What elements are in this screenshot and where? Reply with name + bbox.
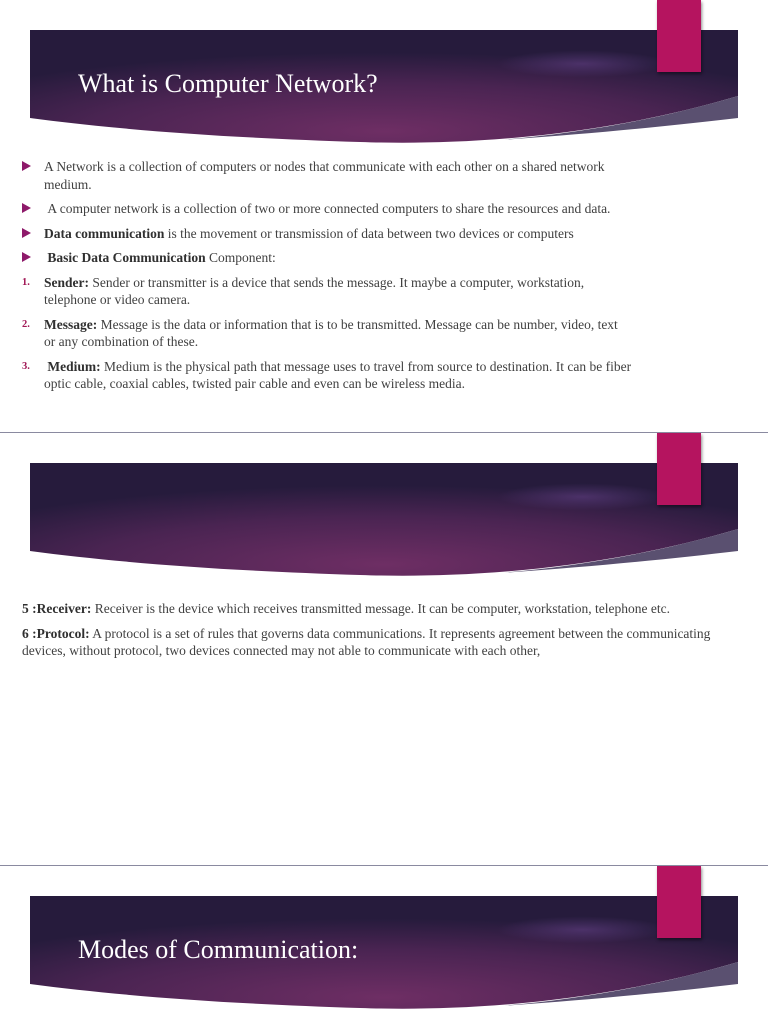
numbered-item [22, 274, 632, 309]
bullet-text: Component: [205, 250, 276, 265]
item-bold: Medium: [47, 358, 101, 374]
title-banner [30, 463, 738, 577]
slide-title: Modes of Communication: [78, 935, 359, 964]
slide-1 [0, 0, 768, 432]
bullet-item [22, 249, 632, 267]
item-text: Medium is the physical path that message uses to travel from source to destination. It can be fiber optic cable, coaxial cables, twisted pair cable and even can be wireless media. [44, 358, 632, 391]
accent-tab [657, 433, 701, 505]
bullet-arrow-icon [22, 228, 31, 238]
bullet-item [22, 158, 632, 193]
slide-2 [0, 433, 768, 865]
accent-tab [657, 866, 701, 938]
bullet-text: A Network is a collection of computers or nodes that communicate with each other on a shared network medium. [44, 159, 605, 192]
paragraph-bold: 6 :Protocol: [22, 625, 90, 641]
paragraph-bold: 5 :Receiver: [22, 601, 92, 616]
numbered-item [22, 358, 632, 393]
numbered-item [22, 316, 632, 351]
banner-shape [30, 463, 738, 577]
slide-title: What is Computer Network? [78, 69, 378, 98]
paragraph [22, 625, 722, 660]
paragraph-text: A protocol is a set of rules that governs data communications. It represents agreement between the communicating devices, without protocol, two devices connected may not able to communicate with each other, [22, 625, 711, 658]
accent-tab [657, 0, 701, 72]
bullet-bold: Data communication [44, 225, 165, 241]
slide-3 [0, 866, 768, 1024]
item-text: Sender or transmitter is a device that sends the message. It maybe a computer, workstation, telephone or video camera. [44, 274, 585, 307]
bullet-item [22, 200, 632, 218]
slide-content [22, 600, 722, 667]
item-number: 1. [22, 276, 30, 288]
paragraph-text: Receiver is the device which receives transmitted message. It can be computer, workstation, telephone etc. [91, 601, 670, 616]
bullet-arrow-icon [22, 252, 31, 262]
slide-content [22, 158, 632, 400]
paragraph [22, 600, 722, 618]
bullet-item [22, 225, 632, 243]
bullet-bold: Basic Data Communication [47, 250, 206, 265]
bullet-text: is the movement or transmission of data between two devices or computers [164, 225, 574, 241]
item-bold: Message: [44, 316, 98, 332]
item-number: 3. [22, 360, 30, 372]
bullet-arrow-icon [22, 161, 31, 171]
item-bold: Sender: [44, 274, 89, 290]
item-text: Message is the data or information that is to be transmitted. Message can be number, video, text or any combination of these. [44, 316, 618, 349]
item-number: 2. [22, 318, 30, 330]
bullet-arrow-icon [22, 203, 31, 213]
bullet-text: A computer network is a collection of two or more connected computers to share the resources and data. [47, 201, 611, 216]
